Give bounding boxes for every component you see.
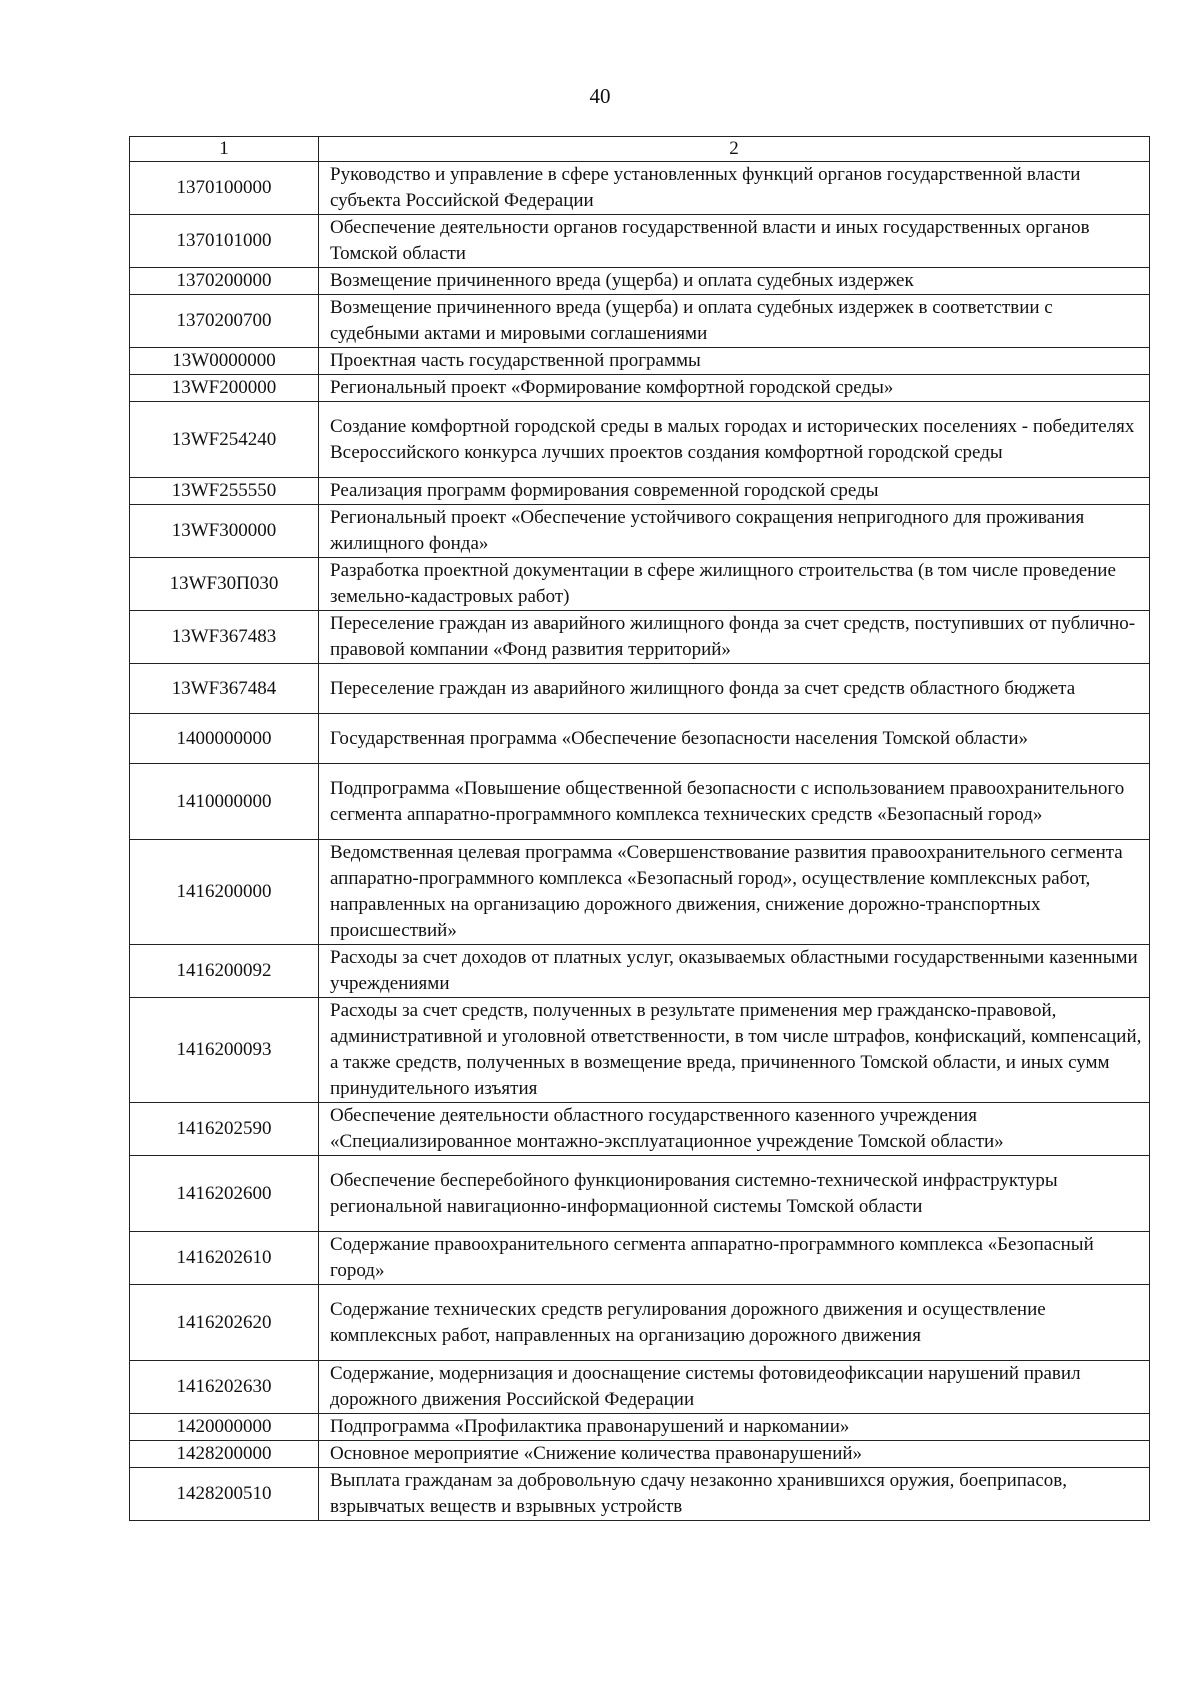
- row-description: Руководство и управление в сфере установленных функций органов государственной власти субъекта Российской Федерации: [319, 162, 1150, 215]
- row-description: Обеспечение деятельности областного государственного казенного учреждения «Специализированное монтажно-эксплуатационное учреждение Томской области»: [319, 1103, 1150, 1156]
- row-description: Возмещение причиненного вреда (ущерба) и оплата судебных издержек в соответствии с судебными актами и мировыми соглашениями: [319, 295, 1150, 348]
- row-code: 1416202590: [130, 1103, 319, 1156]
- table-row: [130, 1232, 1150, 1285]
- row-description: Ведомственная целевая программа «Совершенствование развития правоохранительного сегмента аппаратно-программного комплекса «Безопасный город», осуществление комплексных работ, направленных на организацию дорожного движения, снижение дорожно-транспортных происшествий»: [319, 840, 1150, 945]
- row-code: 1400000000: [130, 714, 319, 764]
- table-row: [130, 664, 1150, 714]
- row-description: Разработка проектной документации в сфере жилищного строительства (в том числе проведение земельно-кадастровых работ): [319, 558, 1150, 611]
- row-code: 1428200510: [130, 1468, 319, 1521]
- row-code: 1370101000: [130, 215, 319, 268]
- row-description: Создание комфортной городской среды в малых городах и исторических поселениях - победителях Всероссийского конкурса лучших проектов создания комфортной городской среды: [319, 402, 1150, 478]
- row-code: 1416200000: [130, 840, 319, 945]
- table-row: [130, 1361, 1150, 1414]
- row-code: 1416202600: [130, 1156, 319, 1232]
- row-description: Переселение граждан из аварийного жилищного фонда за счет средств областного бюджета: [319, 664, 1150, 714]
- row-description: Обеспечение бесперебойного функционирования системно-технической инфраструктуры региональной навигационно-информационной системы Томской области: [319, 1156, 1150, 1232]
- table-row: [130, 1103, 1150, 1156]
- row-code: 1416202610: [130, 1232, 319, 1285]
- row-code: 1416200093: [130, 998, 319, 1103]
- budget-code-table: [129, 136, 1150, 1521]
- table-row: [130, 295, 1150, 348]
- table-row: [130, 505, 1150, 558]
- row-code: 1428200000: [130, 1441, 319, 1468]
- row-description: Содержание правоохранительного сегмента аппаратно-программного комплекса «Безопасный город»: [319, 1232, 1150, 1285]
- row-code: 13WF367483: [130, 611, 319, 664]
- row-description: Содержание технических средств регулирования дорожного движения и осуществление комплексных работ, направленных на организацию дорожного движения: [319, 1285, 1150, 1361]
- table-row: [130, 478, 1150, 505]
- row-code: 13W0000000: [130, 348, 319, 375]
- row-code: 1370100000: [130, 162, 319, 215]
- row-code: 13WF30П030: [130, 558, 319, 611]
- row-code: 1416202630: [130, 1361, 319, 1414]
- row-code: 1370200000: [130, 268, 319, 295]
- column-header-code: 1: [130, 137, 319, 162]
- row-code: 1416202620: [130, 1285, 319, 1361]
- row-code: 1416200092: [130, 945, 319, 998]
- row-code: 1410000000: [130, 764, 319, 840]
- row-code: 13WF200000: [130, 375, 319, 402]
- row-code: 1420000000: [130, 1414, 319, 1441]
- row-description: Обеспечение деятельности органов государственной власти и иных государственных органов Томской области: [319, 215, 1150, 268]
- table-row: [130, 998, 1150, 1103]
- table-header-row: [130, 137, 1150, 162]
- row-description: Основное мероприятие «Снижение количества правонарушений»: [319, 1441, 1150, 1468]
- row-code: 1370200700: [130, 295, 319, 348]
- row-description: Выплата гражданам за добровольную сдачу незаконно хранившихся оружия, боеприпасов, взрывчатых веществ и взрывных устройств: [319, 1468, 1150, 1521]
- row-description: Подпрограмма «Повышение общественной безопасности с использованием правоохранительного сегмента аппаратно-программного комплекса технических средств «Безопасный город»: [319, 764, 1150, 840]
- row-description: Реализация программ формирования современной городской среды: [319, 478, 1150, 505]
- page-number: 40: [589, 84, 611, 108]
- row-description: Региональный проект «Формирование комфортной городской среды»: [319, 375, 1150, 402]
- table-row: [130, 1441, 1150, 1468]
- table-row: [130, 348, 1150, 375]
- row-code: 13WF367484: [130, 664, 319, 714]
- table-row: [130, 1285, 1150, 1361]
- table-row: [130, 162, 1150, 215]
- row-code: 13WF255550: [130, 478, 319, 505]
- row-description: Проектная часть государственной программы: [319, 348, 1150, 375]
- table-row: [130, 764, 1150, 840]
- row-code: 13WF254240: [130, 402, 319, 478]
- table-row: [130, 215, 1150, 268]
- row-description: Расходы за счет средств, полученных в результате применения мер гражданско-правовой, административной и уголовной ответственности, в том числе штрафов, конфискаций, компенсаций, а также средств, полученных в возмещение вреда, причиненного Томской области, и иных сумм принудительного изъятия: [319, 998, 1150, 1103]
- table-row: [130, 714, 1150, 764]
- row-description: Переселение граждан из аварийного жилищного фонда за счет средств, поступивших от публично-правовой компании «Фонд развития территорий»: [319, 611, 1150, 664]
- table-row: [130, 268, 1150, 295]
- row-description: Региональный проект «Обеспечение устойчивого сокращения непригодного для проживания жилищного фонда»: [319, 505, 1150, 558]
- row-description: Возмещение причиненного вреда (ущерба) и оплата судебных издержек: [319, 268, 1150, 295]
- column-header-description: 2: [319, 137, 1150, 162]
- table-row: [130, 611, 1150, 664]
- table-row: [130, 402, 1150, 478]
- row-description: Подпрограмма «Профилактика правонарушений и наркомании»: [319, 1414, 1150, 1441]
- row-code: 13WF300000: [130, 505, 319, 558]
- row-description: Расходы за счет доходов от платных услуг, оказываемых областными государственными казенными учреждениями: [319, 945, 1150, 998]
- table-row: [130, 1156, 1150, 1232]
- table-row: [130, 558, 1150, 611]
- table-row: [130, 945, 1150, 998]
- table-row: [130, 1414, 1150, 1441]
- table-row: [130, 840, 1150, 945]
- row-description: Содержание, модернизация и дооснащение системы фотовидеофиксации нарушений правил дорожного движения Российской Федерации: [319, 1361, 1150, 1414]
- table-row: [130, 1468, 1150, 1521]
- table-row: [130, 375, 1150, 402]
- row-description: Государственная программа «Обеспечение безопасности населения Томской области»: [319, 714, 1150, 764]
